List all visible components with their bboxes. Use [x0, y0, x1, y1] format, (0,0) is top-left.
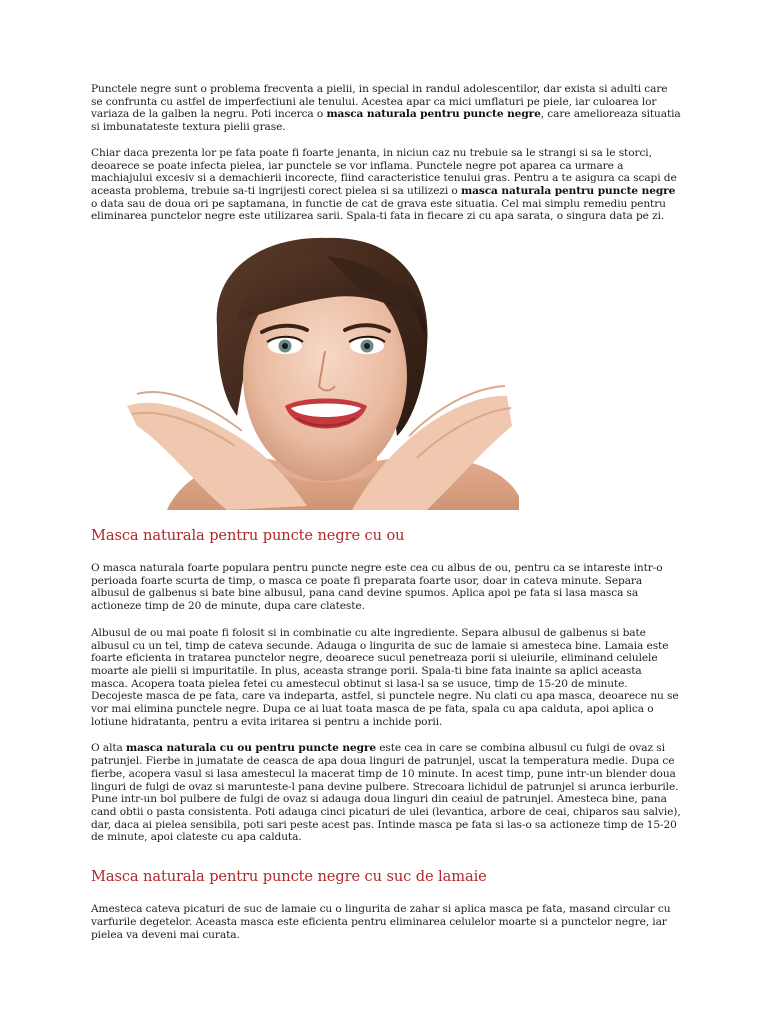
paragraph-egg-mask: O masca naturala foarte populara pentru puncte negre este cea cu albus de ou, pentru ca se intareste intr-o perioada foarte scurta de timp, o masca ce poate fi preparata foarte usor, doar in cateva minute. Separa albusul de galbenus si bate bine albusul, pana cand devine spumos. Aplica apoi pe fata si lasa masca sa actioneze timp de 20 de minute, dupa care clateste. — [91, 562, 663, 613]
paragraph-lemon-mask: Amesteca cateva picaturi de suc de lamaie cu o lingurita de zahar si aplica masca pe fata, masand circular cu varfurile degetelor. Aceasta masca este eficienta pentru eliminarea celulelor moarte si a punctelor negre, iar pielea va deveni mai curata. — [91, 903, 671, 941]
bold-keyword: masca naturala pentru puncte negre — [326, 108, 541, 121]
paragraph-causes — [91, 147, 681, 223]
section-heading-egg-mask: Masca naturala pentru puncte negre cu ou — [91, 527, 405, 545]
text-run: o data sau de doua ori pe saptamana, in functie de cat de grava este situatia. Cel mai simplu remediu pentru eliminarea punctelor negre este utilizarea sarii. Spala-ti fata in fiecare zi cu apa sarata, o singura data pe zi. — [91, 197, 666, 223]
bold-keyword: masca naturala cu ou pentru puncte negre — [126, 742, 376, 755]
bold-keyword: masca naturala pentru puncte negre — [460, 184, 676, 197]
paragraph-intro — [91, 83, 681, 134]
paragraph-egg-oats — [91, 742, 681, 844]
text-run: , care amelioreaza situatia si imbunatateste textura pielii grase. — [91, 108, 681, 134]
article-body — [91, 83, 681, 941]
text-run: Punctele negre sunt o problema frecventa a pielii, in special in randul adolescentilor, dar exista si adulti care se confrunta cu astfel de imperfectiuni ale tenului. Acestea apar ca mici umflaturi pe piele, iar culoarea lor variaza de la galben la negru. Poti incerca o — [91, 83, 668, 121]
text-run: O alta — [91, 742, 126, 755]
woman-smiling-photo — [127, 236, 519, 510]
text-run: este cea in care se combina albusul cu fulgi de ovaz si patrunjel. Fierbe in jumatate de ceasca de apa doua linguri de patrunjel, uscat la temperatura medie. Dupa ce fierbe, acopera vasul si lasa amestecul la macerat timp de 10 minute. In acest timp, pune intr-un blender doua linguri de fulgi de ovaz si marunteste-l pana devine pulbere. Strecoara lichidul de patrunjel si arunca ierburile. Pune intr-un bol pulbere de fulgi de ovaz si adauga doua linguri din ceaiul de patrunjel. Amesteca bine, pana cand obtii o pasta consistenta. Poti adauga cinci picaturi de ulei (levantica, arbore de ceai, chiparos sau salvie), dar, daca ai pielea sensibila, poti sari peste acest pas. Intinde masca pe fata si las-o sa actioneze timp de 15-20 de minute, apoi clateste cu apa calduta. — [91, 742, 681, 844]
text-run: Chiar daca prezenta lor pe fata poate fi foarte jenanta, in niciun caz nu trebuie sa le strangi si sa le storci, deoarece se poate infecta pielea, iar punctele se vor inflama. Punctele negre pot aparea ca urmare a machiajului excesiv si a demachierii incorecte, fiind caracteristice tenului gras. Pentru a te asigura ca scapi de aceasta problema, trebuie sa-ti ingrijesti corect pielea si sa utilizezi o — [91, 146, 677, 197]
paragraph-egg-lemon: Albusul de ou mai poate fi folosit si in combinatie cu alte ingrediente. Separa albusul de galbenus si bate albusul cu un tel, timp de cateva secunde. Adauga o lingurita de suc de lamaie si amesteca bine. Lamaia este foarte eficienta in tratarea punctelor negre, deoarece sucul penetreaza porii si uleiurile, eliminand celulele moarte ale pielii si impuritatile. In plus, aceasta strange porii. Spala-ti bine fata inainte sa aplici aceasta masca. Acopera toata pielea fetei cu amestecul obtinut si lasa-l sa se usuce, timp de 15-20 de minute. Decojeste masca de pe fata, care va indeparta, astfel, si punctele negre. Nu clati cu apa masca, deoarece nu se vor mai elimina punctele negre. Dupa ce ai luat toata masca de pe fata, spala cu apa calduta, apoi aplica o lotiune hidratanta, pentru a evita iritarea si pentru a inchide porii. — [91, 626, 679, 728]
section-heading-lemon-mask: Masca naturala pentru puncte negre cu suc de lamaie — [91, 868, 487, 886]
